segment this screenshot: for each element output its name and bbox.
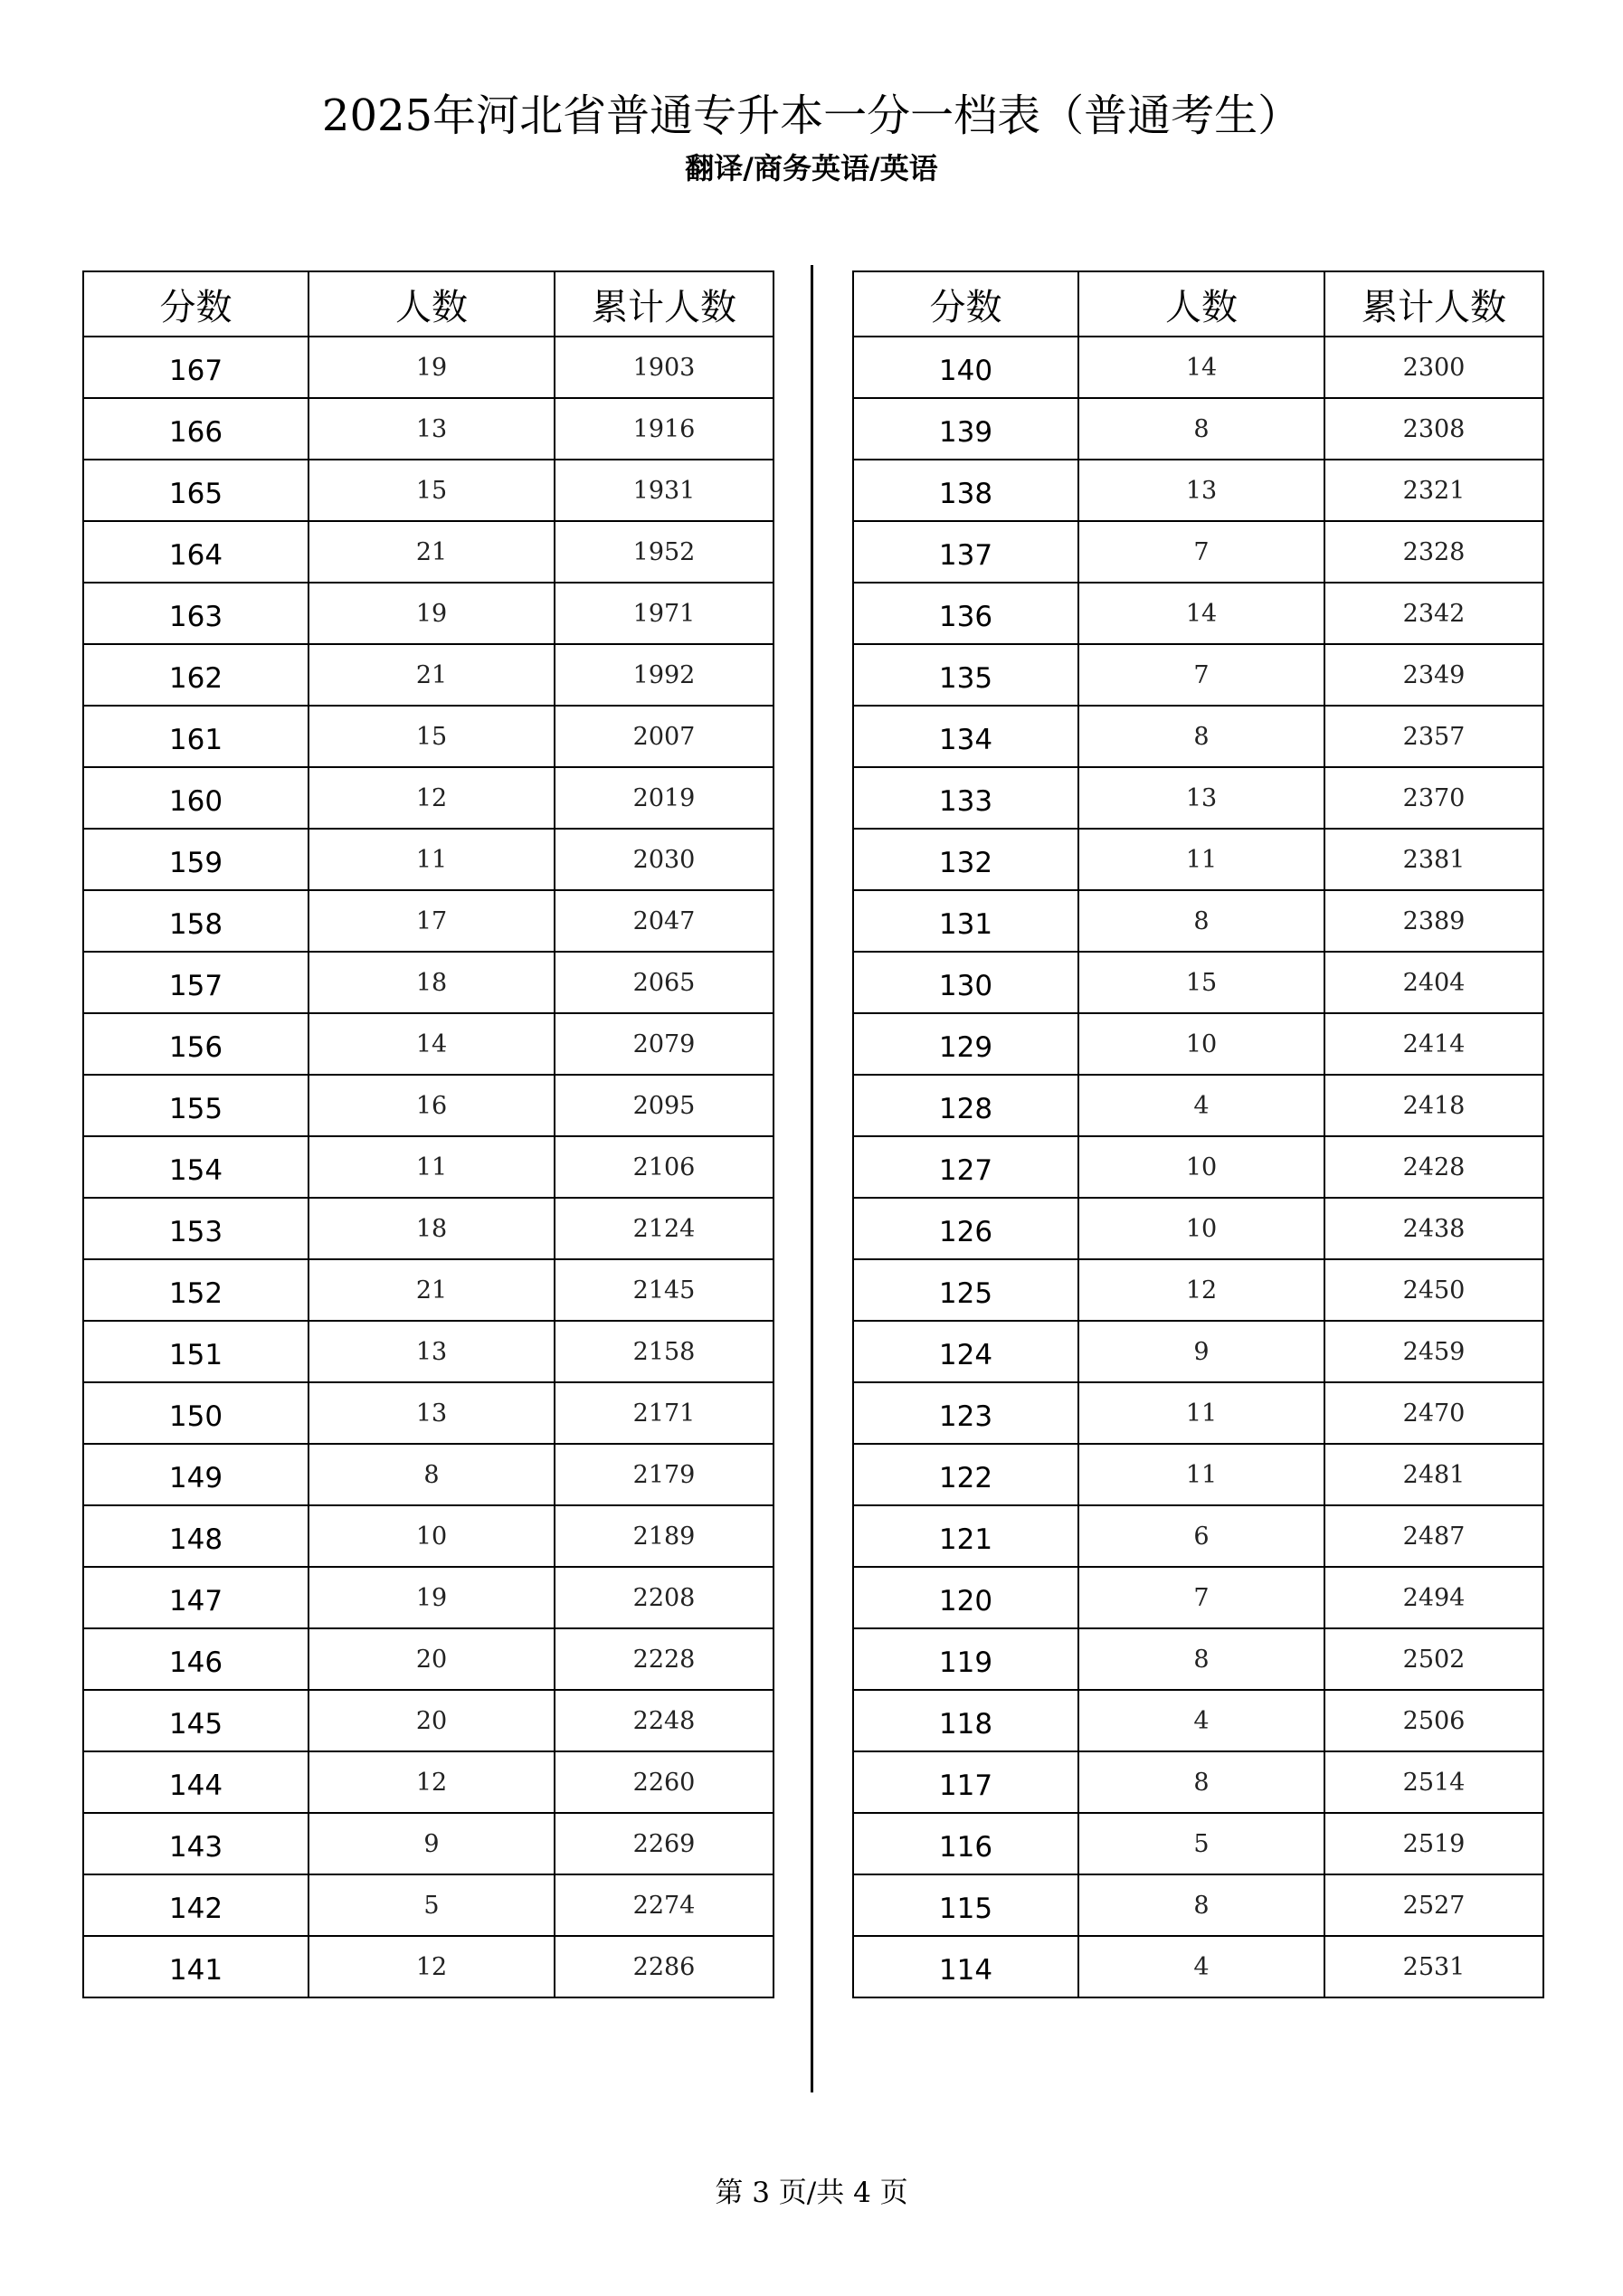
- cumulative-cell: 2450: [1324, 1259, 1543, 1321]
- header-score: 分数: [83, 271, 308, 337]
- table-row: [853, 1751, 1543, 1813]
- table-row: [853, 767, 1543, 829]
- table-row: [83, 1874, 774, 1936]
- count-cell: 14: [308, 1013, 555, 1075]
- score-cell: 157: [83, 952, 308, 1013]
- score-cell: 136: [853, 583, 1078, 644]
- score-cell: 129: [853, 1013, 1078, 1075]
- count-cell: 19: [308, 337, 555, 398]
- count-cell: 10: [1078, 1198, 1324, 1259]
- cumulative-cell: 2095: [555, 1075, 774, 1136]
- cumulative-cell: 2502: [1324, 1628, 1543, 1690]
- table-row: [853, 1936, 1543, 1997]
- score-cell: 156: [83, 1013, 308, 1075]
- count-cell: 13: [308, 398, 555, 460]
- score-cell: 121: [853, 1505, 1078, 1567]
- count-cell: 8: [1078, 1874, 1324, 1936]
- cumulative-cell: 2269: [555, 1813, 774, 1874]
- score-cell: 144: [83, 1751, 308, 1813]
- score-cell: 126: [853, 1198, 1078, 1259]
- header-count: 人数: [1078, 271, 1324, 337]
- table-row: [853, 1567, 1543, 1628]
- count-cell: 11: [1078, 1444, 1324, 1505]
- table-row: [853, 521, 1543, 583]
- cumulative-cell: 2260: [555, 1751, 774, 1813]
- count-cell: 15: [308, 706, 555, 767]
- count-cell: 7: [1078, 521, 1324, 583]
- count-cell: 7: [1078, 644, 1324, 706]
- column-divider: [811, 265, 813, 2092]
- cumulative-cell: 2506: [1324, 1690, 1543, 1751]
- count-cell: 12: [308, 1936, 555, 1997]
- count-cell: 8: [1078, 706, 1324, 767]
- cumulative-cell: 2459: [1324, 1321, 1543, 1382]
- score-cell: 131: [853, 890, 1078, 952]
- count-cell: 15: [308, 460, 555, 521]
- cumulative-cell: 2481: [1324, 1444, 1543, 1505]
- cumulative-cell: 2019: [555, 767, 774, 829]
- table-row: [83, 1936, 774, 1997]
- table-row: [83, 1136, 774, 1198]
- score-cell: 117: [853, 1751, 1078, 1813]
- cumulative-cell: 2179: [555, 1444, 774, 1505]
- table-row: [83, 583, 774, 644]
- table-row: [853, 952, 1543, 1013]
- table-row: [83, 337, 774, 398]
- count-cell: 9: [1078, 1321, 1324, 1382]
- cumulative-cell: 2030: [555, 829, 774, 890]
- score-cell: 124: [853, 1321, 1078, 1382]
- table-row: [853, 1321, 1543, 1382]
- score-cell: 133: [853, 767, 1078, 829]
- cumulative-cell: 1931: [555, 460, 774, 521]
- cumulative-cell: 2514: [1324, 1751, 1543, 1813]
- count-cell: 10: [308, 1505, 555, 1567]
- score-cell: 165: [83, 460, 308, 521]
- score-cell: 164: [83, 521, 308, 583]
- count-cell: 20: [308, 1628, 555, 1690]
- cumulative-cell: 2300: [1324, 337, 1543, 398]
- count-cell: 12: [308, 1751, 555, 1813]
- table-row: [853, 829, 1543, 890]
- cumulative-cell: 2286: [555, 1936, 774, 1997]
- score-table-left: [82, 270, 774, 1998]
- table-row: [853, 1136, 1543, 1198]
- cumulative-cell: 2487: [1324, 1505, 1543, 1567]
- table-row: [83, 890, 774, 952]
- page-number: 第 3 页/共 4 页: [715, 2177, 908, 2209]
- table-body-right: [853, 337, 1543, 1997]
- header-score: 分数: [853, 271, 1078, 337]
- table-row: [853, 1690, 1543, 1751]
- cumulative-cell: 2328: [1324, 521, 1543, 583]
- count-cell: 11: [1078, 1382, 1324, 1444]
- count-cell: 8: [1078, 890, 1324, 952]
- count-cell: 21: [308, 644, 555, 706]
- count-cell: 11: [1078, 829, 1324, 890]
- table-row: [83, 1382, 774, 1444]
- table-row: [83, 1505, 774, 1567]
- header-count: 人数: [308, 271, 555, 337]
- score-cell: 149: [83, 1444, 308, 1505]
- count-cell: 8: [1078, 1628, 1324, 1690]
- cumulative-cell: 1992: [555, 644, 774, 706]
- score-cell: 125: [853, 1259, 1078, 1321]
- table-body-left: [83, 337, 774, 1997]
- table-row: [853, 1075, 1543, 1136]
- cumulative-cell: 2342: [1324, 583, 1543, 644]
- cumulative-cell: 2428: [1324, 1136, 1543, 1198]
- score-cell: 150: [83, 1382, 308, 1444]
- table-row: [83, 1444, 774, 1505]
- score-cell: 146: [83, 1628, 308, 1690]
- table-row: [853, 460, 1543, 521]
- count-cell: 21: [308, 521, 555, 583]
- score-cell: 141: [83, 1936, 308, 1997]
- score-cell: 151: [83, 1321, 308, 1382]
- score-table-right: [852, 270, 1544, 1998]
- score-cell: 130: [853, 952, 1078, 1013]
- count-cell: 8: [1078, 398, 1324, 460]
- count-cell: 5: [308, 1874, 555, 1936]
- count-cell: 10: [1078, 1013, 1324, 1075]
- count-cell: 13: [1078, 767, 1324, 829]
- table-row: [853, 337, 1543, 398]
- cumulative-cell: 2404: [1324, 952, 1543, 1013]
- cumulative-cell: 2079: [555, 1013, 774, 1075]
- score-cell: 120: [853, 1567, 1078, 1628]
- score-cell: 140: [853, 337, 1078, 398]
- score-cell: 115: [853, 1874, 1078, 1936]
- count-cell: 21: [308, 1259, 555, 1321]
- score-cell: 134: [853, 706, 1078, 767]
- score-cell: 154: [83, 1136, 308, 1198]
- score-cell: 153: [83, 1198, 308, 1259]
- cumulative-cell: 2349: [1324, 644, 1543, 706]
- table-row: [83, 1628, 774, 1690]
- score-cell: 161: [83, 706, 308, 767]
- cumulative-cell: 1952: [555, 521, 774, 583]
- table-row: [83, 706, 774, 767]
- table-row: [83, 644, 774, 706]
- count-cell: 13: [308, 1382, 555, 1444]
- table-row: [83, 1751, 774, 1813]
- count-cell: 4: [1078, 1075, 1324, 1136]
- count-cell: 18: [308, 1198, 555, 1259]
- count-cell: 13: [1078, 460, 1324, 521]
- score-cell: 127: [853, 1136, 1078, 1198]
- count-cell: 15: [1078, 952, 1324, 1013]
- score-cell: 148: [83, 1505, 308, 1567]
- cumulative-cell: 2438: [1324, 1198, 1543, 1259]
- score-cell: 155: [83, 1075, 308, 1136]
- score-cell: 145: [83, 1690, 308, 1751]
- count-cell: 20: [308, 1690, 555, 1751]
- table-row: [853, 1198, 1543, 1259]
- table-row: [83, 1075, 774, 1136]
- table-row: [83, 1567, 774, 1628]
- table-row: [83, 1013, 774, 1075]
- table-header-row: [83, 271, 774, 337]
- count-cell: 9: [308, 1813, 555, 1874]
- table-row: [853, 398, 1543, 460]
- count-cell: 11: [308, 829, 555, 890]
- count-cell: 13: [308, 1321, 555, 1382]
- cumulative-cell: 2527: [1324, 1874, 1543, 1936]
- table-row: [83, 829, 774, 890]
- score-cell: 119: [853, 1628, 1078, 1690]
- cumulative-cell: 2124: [555, 1198, 774, 1259]
- score-cell: 158: [83, 890, 308, 952]
- count-cell: 12: [1078, 1259, 1324, 1321]
- count-cell: 12: [308, 767, 555, 829]
- cumulative-cell: 2357: [1324, 706, 1543, 767]
- score-cell: 122: [853, 1444, 1078, 1505]
- cumulative-cell: 2418: [1324, 1075, 1543, 1136]
- cumulative-cell: 2274: [555, 1874, 774, 1936]
- table-row: [853, 1505, 1543, 1567]
- cumulative-cell: 2065: [555, 952, 774, 1013]
- cumulative-cell: 2519: [1324, 1813, 1543, 1874]
- cumulative-cell: 1971: [555, 583, 774, 644]
- table-row: [853, 1813, 1543, 1874]
- page-title: 2025年河北省普通专升本一分一档表（普通考生）: [321, 90, 1302, 141]
- score-cell: 118: [853, 1690, 1078, 1751]
- score-cell: 152: [83, 1259, 308, 1321]
- table-row: [853, 1013, 1543, 1075]
- count-cell: 14: [1078, 583, 1324, 644]
- score-cell: 132: [853, 829, 1078, 890]
- cumulative-cell: 2414: [1324, 1013, 1543, 1075]
- table-row: [83, 767, 774, 829]
- cumulative-cell: 2106: [555, 1136, 774, 1198]
- header-cumulative: 累计人数: [555, 271, 774, 337]
- score-cell: 116: [853, 1813, 1078, 1874]
- cumulative-cell: 1903: [555, 337, 774, 398]
- count-cell: 10: [1078, 1136, 1324, 1198]
- score-cell: 114: [853, 1936, 1078, 1997]
- table-row: [853, 1259, 1543, 1321]
- table-row: [83, 952, 774, 1013]
- cumulative-cell: 2171: [555, 1382, 774, 1444]
- table-row: [853, 1874, 1543, 1936]
- count-cell: 16: [308, 1075, 555, 1136]
- score-cell: 167: [83, 337, 308, 398]
- count-cell: 4: [1078, 1690, 1324, 1751]
- cumulative-cell: 2208: [555, 1567, 774, 1628]
- score-cell: 137: [853, 521, 1078, 583]
- score-cell: 128: [853, 1075, 1078, 1136]
- count-cell: 19: [308, 583, 555, 644]
- table-row: [83, 1813, 774, 1874]
- score-cell: 163: [83, 583, 308, 644]
- count-cell: 5: [1078, 1813, 1324, 1874]
- table-header-row: [853, 271, 1543, 337]
- score-cell: 143: [83, 1813, 308, 1874]
- score-cell: 147: [83, 1567, 308, 1628]
- table-row: [83, 460, 774, 521]
- cumulative-cell: 2370: [1324, 767, 1543, 829]
- cumulative-cell: 2308: [1324, 398, 1543, 460]
- table-row: [83, 1321, 774, 1382]
- score-cell: 160: [83, 767, 308, 829]
- cumulative-cell: 2158: [555, 1321, 774, 1382]
- table-row: [853, 583, 1543, 644]
- table-row: [853, 1382, 1543, 1444]
- cumulative-cell: 2321: [1324, 460, 1543, 521]
- count-cell: 18: [308, 952, 555, 1013]
- cumulative-cell: 2389: [1324, 890, 1543, 952]
- cumulative-cell: 2145: [555, 1259, 774, 1321]
- count-cell: 14: [1078, 337, 1324, 398]
- score-cell: 162: [83, 644, 308, 706]
- table-row: [83, 1690, 774, 1751]
- table-row: [83, 521, 774, 583]
- score-cell: 159: [83, 829, 308, 890]
- table-row: [853, 706, 1543, 767]
- count-cell: 7: [1078, 1567, 1324, 1628]
- cumulative-cell: 2228: [555, 1628, 774, 1690]
- table-row: [83, 1259, 774, 1321]
- count-cell: 8: [1078, 1751, 1324, 1813]
- cumulative-cell: 2047: [555, 890, 774, 952]
- cumulative-cell: 2531: [1324, 1936, 1543, 1997]
- page-subtitle: 翻译/商务英语/英语: [685, 151, 938, 185]
- score-cell: 123: [853, 1382, 1078, 1444]
- count-cell: 4: [1078, 1936, 1324, 1997]
- cumulative-cell: 2007: [555, 706, 774, 767]
- table-row: [853, 644, 1543, 706]
- cumulative-cell: 2494: [1324, 1567, 1543, 1628]
- cumulative-cell: 2470: [1324, 1382, 1543, 1444]
- count-cell: 19: [308, 1567, 555, 1628]
- cumulative-cell: 2248: [555, 1690, 774, 1751]
- score-cell: 142: [83, 1874, 308, 1936]
- table-row: [83, 1198, 774, 1259]
- cumulative-cell: 2381: [1324, 829, 1543, 890]
- score-cell: 139: [853, 398, 1078, 460]
- score-cell: 135: [853, 644, 1078, 706]
- score-cell: 166: [83, 398, 308, 460]
- count-cell: 6: [1078, 1505, 1324, 1567]
- table-row: [853, 1444, 1543, 1505]
- header-cumulative: 累计人数: [1324, 271, 1543, 337]
- score-cell: 138: [853, 460, 1078, 521]
- table-row: [83, 398, 774, 460]
- count-cell: 8: [308, 1444, 555, 1505]
- cumulative-cell: 2189: [555, 1505, 774, 1567]
- table-row: [853, 890, 1543, 952]
- count-cell: 11: [308, 1136, 555, 1198]
- table-row: [853, 1628, 1543, 1690]
- count-cell: 17: [308, 890, 555, 952]
- cumulative-cell: 1916: [555, 398, 774, 460]
